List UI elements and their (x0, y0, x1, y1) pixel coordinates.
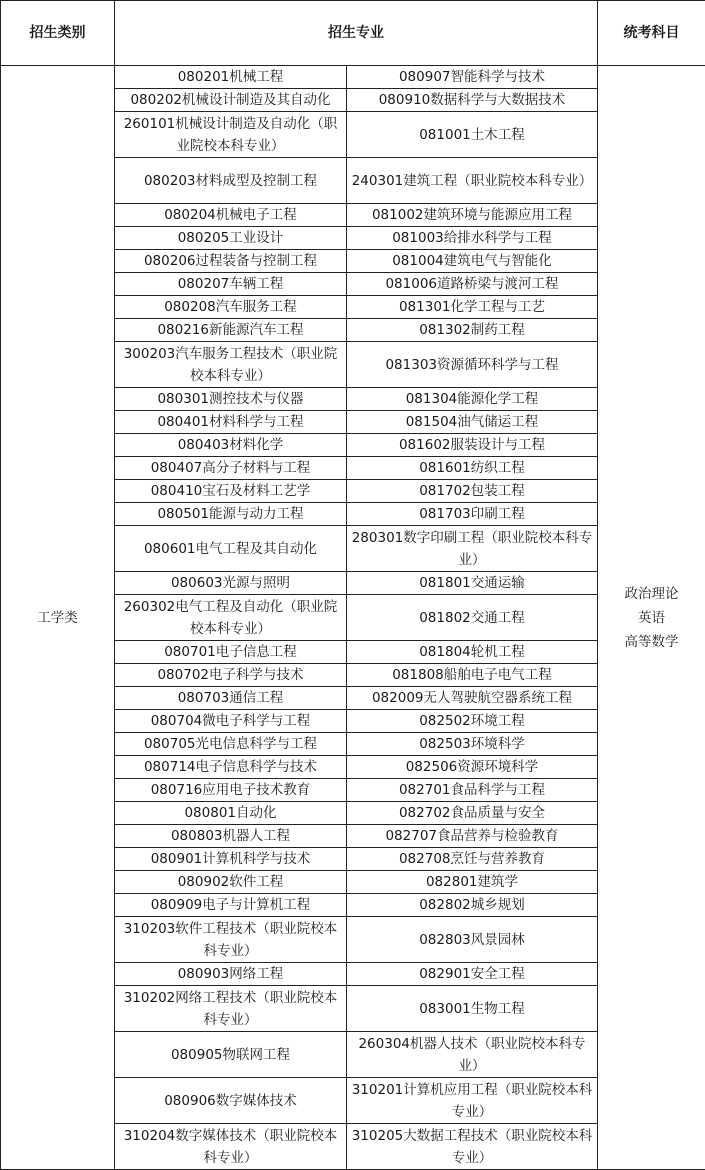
major-left: 080901计算机科学与技术 (115, 848, 347, 871)
major-right: 081808船舶电子电气工程 (347, 664, 598, 687)
major-left: 260302电气工程及自动化（职业院校本科专业） (115, 595, 347, 641)
major-left: 080207车辆工程 (115, 273, 347, 296)
header-category: 招生类别 (1, 1, 115, 66)
major-left: 080909电子与计算机工程 (115, 894, 347, 917)
major-left: 310204数字媒体技术（职业院校本科专业） (115, 1124, 347, 1170)
major-right: 081004建筑电气与智能化 (347, 250, 598, 273)
major-right: 080907智能科学与技术 (347, 66, 598, 89)
major-left: 080705光电信息科学与工程 (115, 733, 347, 756)
major-left: 080205工业设计 (115, 227, 347, 250)
major-right: 081601纺织工程 (347, 457, 598, 480)
major-left: 080701电子信息工程 (115, 641, 347, 664)
major-right: 081302制药工程 (347, 319, 598, 342)
major-right: 310201计算机应用工程（职业院校本科专业） (347, 1078, 598, 1124)
major-left: 080208汽车服务工程 (115, 296, 347, 319)
major-left: 080702电子科学与技术 (115, 664, 347, 687)
table-row (1, 66, 705, 89)
major-left: 080403材料化学 (115, 434, 347, 457)
major-left: 300203汽车服务工程技术（职业院校本科专业） (115, 342, 347, 388)
major-right: 081802交通工程 (347, 595, 598, 641)
major-right: 081304能源化学工程 (347, 388, 598, 411)
major-left: 310202网络工程技术（职业院校本科专业） (115, 986, 347, 1032)
major-right: 082506资源环境科学 (347, 756, 598, 779)
major-left: 080603光源与照明 (115, 572, 347, 595)
major-left: 080704微电子科学与工程 (115, 710, 347, 733)
major-right: 081504油气储运工程 (347, 411, 598, 434)
major-right: 082801建筑学 (347, 871, 598, 894)
major-right: 080910数据科学与大数据技术 (347, 89, 598, 112)
major-right: 081702包装工程 (347, 480, 598, 503)
major-right: 081003给排水科学与工程 (347, 227, 598, 250)
major-left: 080216新能源汽车工程 (115, 319, 347, 342)
major-right: 081002建筑环境与能源应用工程 (347, 204, 598, 227)
major-right: 081001土木工程 (347, 112, 598, 158)
major-right: 081804轮机工程 (347, 641, 598, 664)
major-left: 080716应用电子技术教育 (115, 779, 347, 802)
major-right: 082503环境科学 (347, 733, 598, 756)
major-left: 310203软件工程技术（职业院校本科专业） (115, 917, 347, 963)
major-right: 081006道路桥梁与渡河工程 (347, 273, 598, 296)
major-left: 080203材料成型及控制工程 (115, 158, 347, 204)
major-left: 080201机械工程 (115, 66, 347, 89)
major-right: 081301化学工程与工艺 (347, 296, 598, 319)
header-exam: 统考科目 (598, 1, 705, 66)
major-left: 080801自动化 (115, 802, 347, 825)
major-right: 082009无人驾驶航空器系统工程 (347, 687, 598, 710)
major-left: 080301测控技术与仪器 (115, 388, 347, 411)
major-right: 240301建筑工程（职业院校本科专业） (347, 158, 598, 204)
major-right: 082901安全工程 (347, 963, 598, 986)
header-major: 招生专业 (115, 1, 598, 66)
major-right: 081602服装设计与工程 (347, 434, 598, 457)
major-right: 082701食品科学与工程 (347, 779, 598, 802)
major-left: 080601电气工程及其自动化 (115, 526, 347, 572)
major-right: 082803风景园林 (347, 917, 598, 963)
major-right: 310205大数据工程技术（职业院校本科专业） (347, 1124, 598, 1170)
major-left: 080803机器人工程 (115, 825, 347, 848)
major-left: 080501能源与动力工程 (115, 503, 347, 526)
header-row (1, 1, 705, 66)
exam-subject: 英语 (638, 609, 665, 626)
major-right: 081303资源循环科学与工程 (347, 342, 598, 388)
major-right: 280301数字印刷工程（职业院校本科专业） (347, 526, 598, 572)
major-left: 080204机械电子工程 (115, 204, 347, 227)
major-left: 080202机械设计制造及其自动化 (115, 89, 347, 112)
major-right: 082707食品营养与检验教育 (347, 825, 598, 848)
major-right: 082802城乡规划 (347, 894, 598, 917)
category-cell: 工学类 (1, 66, 115, 1170)
major-right: 082502环境工程 (347, 710, 598, 733)
major-left: 080401材料科学与工程 (115, 411, 347, 434)
major-left: 080714电子信息科学与技术 (115, 756, 347, 779)
major-right: 082708烹饪与营养教育 (347, 848, 598, 871)
major-right: 083001生物工程 (347, 986, 598, 1032)
major-left: 080906数字媒体技术 (115, 1078, 347, 1124)
exam-subjects-cell (598, 66, 705, 1170)
major-left: 260101机械设计制造及自动化（职业院校本科专业） (115, 112, 347, 158)
major-right: 260304机器人技术（职业院校本科专业） (347, 1032, 598, 1078)
major-right: 081801交通运输 (347, 572, 598, 595)
major-left: 080903网络工程 (115, 963, 347, 986)
major-right: 081703印刷工程 (347, 503, 598, 526)
major-left: 080206过程装备与控制工程 (115, 250, 347, 273)
table-body (1, 66, 705, 1170)
major-left: 080703通信工程 (115, 687, 347, 710)
major-left: 080905物联网工程 (115, 1032, 347, 1078)
major-right: 082702食品质量与安全 (347, 802, 598, 825)
exam-subject: 高等数学 (624, 633, 679, 650)
major-left: 080410宝石及材料工艺学 (115, 480, 347, 503)
major-left: 080902软件工程 (115, 871, 347, 894)
exam-subject: 政治理论 (624, 585, 679, 602)
major-left: 080407高分子材料与工程 (115, 457, 347, 480)
